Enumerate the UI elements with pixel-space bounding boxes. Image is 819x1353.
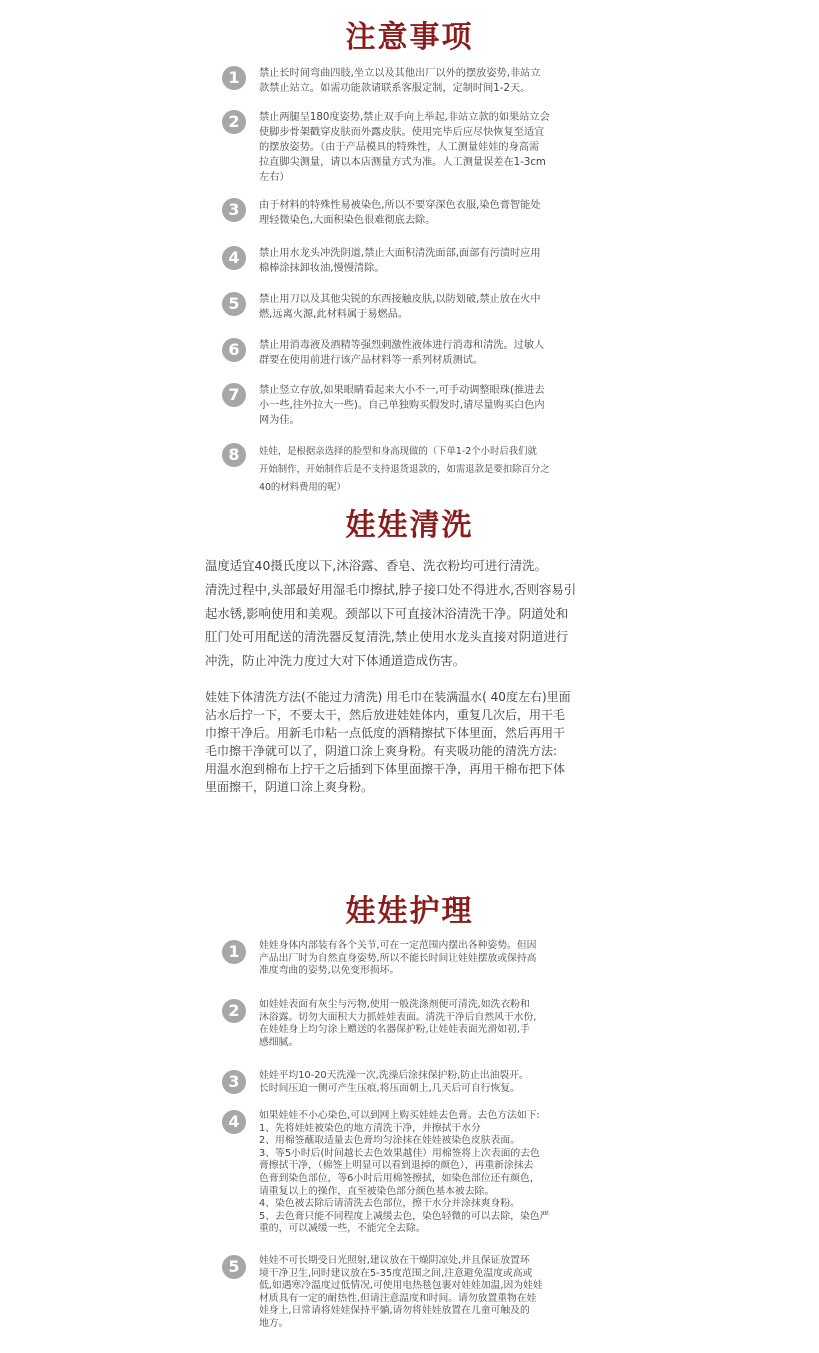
- number-badge-icon: 4: [222, 246, 246, 270]
- notice-item-text: 禁止竖立存放,如果眼睛看起来大小不一,可手动调整眼珠(推进去 小一些,往外拉大一些)。自己单独购买假发时,请尽量购买白色内 网为佳。: [259, 385, 545, 426]
- care-item-5: [222, 1255, 602, 1331]
- number-badge-icon: 1: [222, 66, 246, 90]
- notice-item-text: 娃娃，是根据亲选择的脸型和身高现做的（下单1-2个小时后我们就 开始制作，开始制作后是不支持退货退款的，如需退款是要扣除百分之 40的材料费用的呢）: [259, 446, 550, 493]
- notice-item-text: 禁止用刀以及其他尖锐的东西接触皮肤,以防划破,禁止放在火中 燃,远离火源,此材料属于易燃品。: [259, 294, 541, 320]
- notice-item-8: [222, 443, 602, 497]
- care-item-text: 娃娃不可长期受日光照射,建议放在干燥阴凉处,并且保证放置环 境干净卫生,同时建议放在5-35度范围之间,注意避免温度或高或 低,如遇寒冷温度过低情况,可使用电热毯包裹对娃娃加温,因为娃娃 材质具有一定的耐热性,但请注意温度和时间。请勿放置重物在娃 娃身上,日常请将娃娃保持平躺,请勿将娃娃放置在儿童可触及的 地方。: [259, 1255, 543, 1329]
- notice-item-text: 禁止用消毒液及酒精等强烈刺激性液体进行消毒和清洗。过敏人 群要在使用前进行该产品材料等一系列材质测试。: [259, 340, 545, 366]
- care-item-text: 如果娃娃不小心染色,可以到网上购买娃娃去色膏。去色方法如下: 1、先将娃娃被染色的地方清洗干净，并擦拭干水分 2、用棉签蘸取适量去色膏均匀涂抹在娃娃被染色皮肤表面。 3、等5小时后(时间越长去色效果越佳）用棉签将上次表面的去色 膏擦拭干净，（棉签上明显可以看到退掉的颜色），再重新涂抹去 色膏到染色部位，等6小时后用棉签擦拭，如染色部位还有颜色， 请重复以上的操作，直至被染色部分颜色基本被去除。 4、染色被去除后请清洗去色部位，擦干水分并涂抹爽身粉。 5、去色膏只能不同程度上减缓去色，染色轻微的可以去除，染色严 重的，可以减缓一些，不能完全去除。: [259, 1110, 550, 1235]
- number-badge-icon: 2: [222, 999, 246, 1023]
- cleaning-paragraph-1: 温度适宜40摄氏度以下,沐浴露、香皂、洗衣粉均可进行清洗。 清洗过程中,头部最好用湿毛巾擦拭,脖子接口处不得进水,否则容易引 起水锈,影响使用和美观。颈部以下可直接沐浴清洗干净。阴道处和 肛门处可用配送的清洗器反复清洗,禁止使用水龙头直接对阴道进行 冲洗，防止冲洗力度过大对下体通道造成伤害。: [205, 558, 577, 669]
- care-item-1: [222, 940, 602, 978]
- number-badge-icon: 2: [222, 110, 246, 134]
- number-badge-icon: 3: [222, 1070, 246, 1094]
- care-title: 娃娃护理: [345, 894, 474, 929]
- care-item-4: [222, 1110, 602, 1236]
- number-badge-icon: 4: [222, 1110, 246, 1134]
- notice-item-6: [222, 338, 602, 368]
- number-badge-icon: 6: [222, 338, 246, 362]
- care-item-3: [222, 1070, 602, 1095]
- notice-item-4: [222, 246, 602, 276]
- cleaning-paragraph-2: 娃娃下体清洗方法(不能过力清洗) 用毛巾在装满温水( 40度左右)里面 沾水后拧一下，不要太干，然后放进娃娃体内，重复几次后，用干毛 巾擦干净后。用新毛巾粘一点低度的酒精擦拭下体里面，然后再用干 毛巾擦干净就可以了，阴道口涂上爽身粉。有夹吸功能的清洗方法: 用温水泡到棉布上拧干之后插到下体里面擦干净，再用干棉布把下体 里面擦干，阴道口涂上爽身粉。: [205, 690, 571, 794]
- cleaning-title: 娃娃清洗: [345, 508, 474, 543]
- notice-item-3: [222, 198, 602, 228]
- care-item-text: 娃娃平均10-20天洗澡一次,洗澡后涂抹保护粉,防止出油裂开。 长时间压迫一侧可产生压痕,将压面朝上,几天后可自行恢复。: [259, 1070, 529, 1094]
- number-badge-icon: 8: [222, 443, 246, 467]
- care-item-text: 如娃娃表面有灰尘与污物,使用一般洗涤剂便可清洗,如洗衣粉和 沐浴露。切勿大面积大力抓娃娃表面。清洗干净后自然风干水份, 在娃娃身上均匀涂上赠送的名器保护粉,让娃娃表面光滑如初,手 感细腻。: [259, 999, 537, 1048]
- notice-title: 注意事项: [345, 20, 474, 55]
- number-badge-icon: 3: [222, 198, 246, 222]
- care-item-text: 娃娃身体内部装有各个关节,可在一定范围内摆出各种姿势。但因 产品出厂时为自然直身姿势,所以不能长时间让娃娃摆放或保持高 准度弯曲的姿势,以免变形损坏。: [259, 940, 537, 977]
- number-badge-icon: 7: [222, 383, 246, 407]
- notice-item-7: [222, 383, 602, 428]
- number-badge-icon: 5: [222, 292, 246, 316]
- notice-item-5: [222, 292, 602, 322]
- care-item-2: [222, 999, 602, 1049]
- number-badge-icon: 5: [222, 1255, 246, 1279]
- notice-item-text: 由于材料的特殊性易被染色,所以不要穿深色衣服,染色膏智能处 理轻微染色,大面积染色很难彻底去除。: [259, 200, 541, 226]
- notice-item-text: 禁止两腿呈180度姿势,禁止双手向上举起,非站立款的如果站立会 使脚步骨架戳穿皮肤而外露皮肤。使用完毕后应尽快恢复至适宜 的摆放姿势。（由于产品模具的特殊性，人工测量娃娃的身高需 拉直脚尖测量，请以本店测量方式为准。人工测量误差在1-3cm 左右）: [259, 112, 550, 183]
- number-badge-icon: 1: [222, 940, 246, 964]
- notice-item-2: [222, 110, 602, 185]
- notice-item-text: 禁止长时间弯曲四肢,坐立以及其他出厂以外的摆放姿势,非站立 款禁止站立。如需功能款请联系客服定制，定制时间1-2天。: [259, 68, 541, 94]
- notice-item-text: 禁止用水龙头冲洗阴道,禁止大面积清洗面部,面部有污渍时应用 棉棒涂抹卸妆油,慢慢清除。: [259, 248, 541, 274]
- notice-item-1: [222, 66, 602, 96]
